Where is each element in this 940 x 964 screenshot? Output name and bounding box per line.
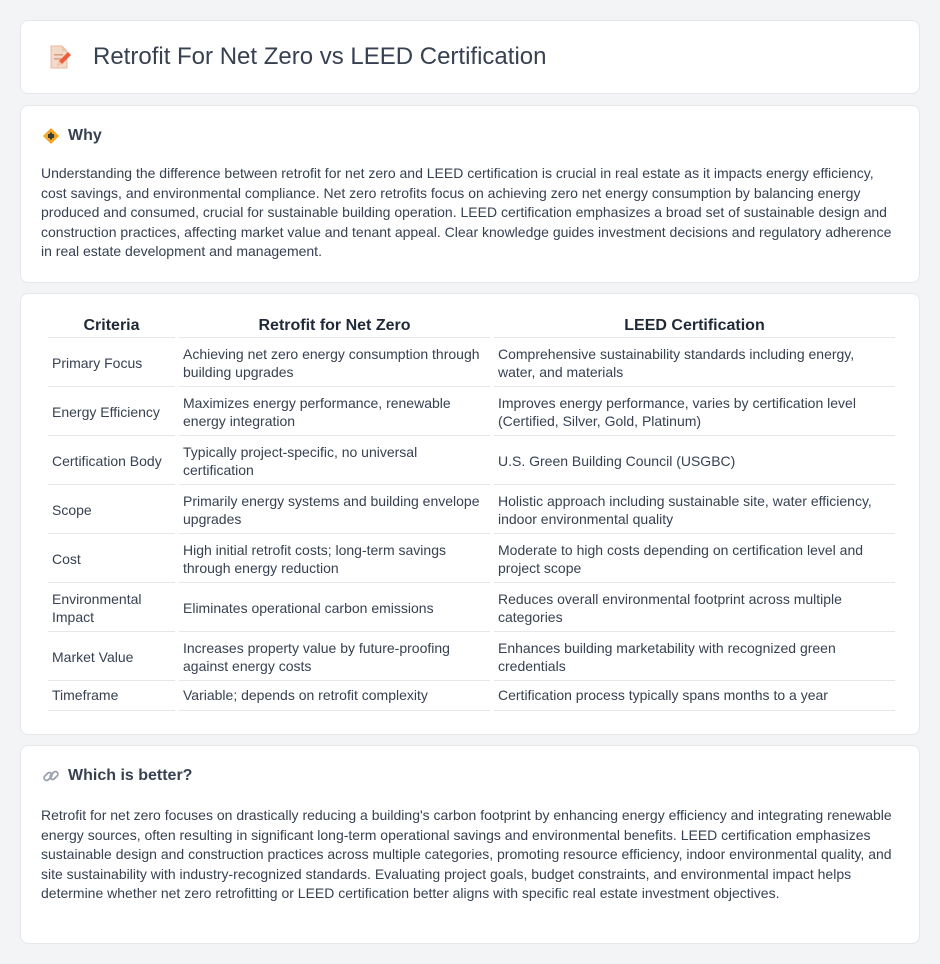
net-zero-cell: Typically project-specific, no universal certification <box>179 436 490 485</box>
comparison-card <box>20 293 920 735</box>
diamond-sign-icon <box>42 127 60 145</box>
document-pencil-icon <box>45 43 73 71</box>
leed-cell: U.S. Green Building Council (USGBC) <box>494 436 895 485</box>
net-zero-cell: Variable; depends on retrofit complexity <box>179 681 490 711</box>
better-text: Retrofit for net zero focuses on drastically reducing a building's carbon footprint by enhancing energy efficiency and integrating renewable energy sources, often resulting in significant long-term operational savings and environmental benefits. LEED certification emphasizes sustainable design and construction practices across multiple categories, promoting resource efficiency, indoor environmental quality, and site sustainability with industry-recognized standards. Evaluating project goals, budget constraints, and environmental impact helps determine whether net zero retrofitting or LEED certification better aligns with specific real estate investment objectives. <box>41 807 892 902</box>
title-card <box>20 20 920 94</box>
net-zero-cell: Achieving net zero energy consumption through building upgrades <box>179 338 490 387</box>
table-row <box>48 632 895 681</box>
leed-cell: Certification process typically spans months to a year <box>494 681 895 711</box>
column-header: Retrofit for Net Zero <box>179 316 490 338</box>
leed-cell: Comprehensive sustainability standards including energy, water, and materials <box>494 338 895 387</box>
table-row <box>48 338 895 387</box>
criteria-cell: Energy Efficiency <box>48 387 175 436</box>
why-heading: Why <box>68 127 102 144</box>
comparison-table <box>44 316 899 711</box>
net-zero-cell: Primarily energy systems and building envelope upgrades <box>179 485 490 534</box>
leed-cell: Enhances building marketability with recognized green credentials <box>494 632 895 681</box>
why-text: Understanding the difference between retrofit for net zero and LEED certification is crucial in real estate as it impacts energy efficiency, cost savings, and environmental compliance. Net zero retrofits focus on achieving zero net energy consumption by balancing energy produced and consumed, crucial for sustainable building operation. LEED certification emphasizes a broad set of sustainable design and construction practices, affecting market value and tenant appeal. Clear knowledge guides investment decisions and regulatory adherence in real estate development and management. <box>41 165 892 260</box>
column-header: LEED Certification <box>494 316 895 338</box>
table-row <box>48 583 895 632</box>
criteria-cell: Environmental Impact <box>48 583 175 632</box>
net-zero-cell: Increases property value by future-proofing against energy costs <box>179 632 490 681</box>
leed-cell: Improves energy performance, varies by certification level (Certified, Silver, Gold, Platinum) <box>494 387 895 436</box>
why-section <box>20 105 920 283</box>
column-header: Criteria <box>48 316 175 338</box>
link-icon <box>42 767 60 785</box>
criteria-cell: Timeframe <box>48 681 175 711</box>
net-zero-cell: High initial retrofit costs; long-term savings through energy reduction <box>179 534 490 583</box>
better-heading: Which is better? <box>68 767 193 784</box>
criteria-cell: Cost <box>48 534 175 583</box>
criteria-cell: Market Value <box>48 632 175 681</box>
table-row <box>48 534 895 583</box>
criteria-cell: Certification Body <box>48 436 175 485</box>
table-row <box>48 681 895 711</box>
net-zero-cell: Eliminates operational carbon emissions <box>179 583 490 632</box>
page-title: Retrofit For Net Zero vs LEED Certification <box>93 43 547 70</box>
table-header-row <box>48 316 895 338</box>
leed-cell: Reduces overall environmental footprint across multiple categories <box>494 583 895 632</box>
which-is-better-section <box>20 745 920 944</box>
criteria-cell: Primary Focus <box>48 338 175 387</box>
leed-cell: Holistic approach including sustainable site, water efficiency, indoor environmental quality <box>494 485 895 534</box>
table-row <box>48 485 895 534</box>
table-row <box>48 387 895 436</box>
criteria-cell: Scope <box>48 485 175 534</box>
net-zero-cell: Maximizes energy performance, renewable energy integration <box>179 387 490 436</box>
table-row <box>48 436 895 485</box>
leed-cell: Moderate to high costs depending on certification level and project scope <box>494 534 895 583</box>
